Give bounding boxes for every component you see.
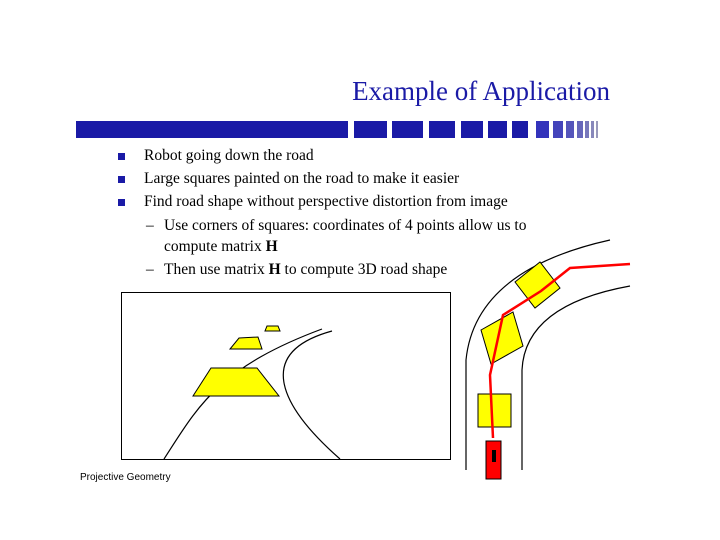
bar-block — [512, 121, 528, 138]
bar-block — [461, 121, 483, 138]
perspective-road-figure — [121, 292, 451, 460]
bullet-text: Find road shape without perspective distortion from image — [144, 193, 508, 210]
bullet-text: Robot going down the road — [144, 147, 314, 164]
bullet-marker — [118, 199, 125, 206]
bar-block — [585, 121, 589, 138]
bullet-item — [118, 146, 578, 169]
bar-block-long — [76, 121, 348, 138]
bar-block — [591, 121, 594, 138]
subbullet-dash: – — [146, 217, 154, 234]
matrix-h-label: H — [265, 238, 278, 255]
bar-block — [553, 121, 563, 138]
road-square-bottom — [478, 394, 511, 427]
bullet-item — [118, 192, 578, 215]
road-right-edge — [283, 331, 340, 459]
perspective-road-drawing — [122, 293, 450, 459]
slide-title: Example of Application — [352, 76, 610, 106]
title-decoration-bar — [76, 121, 606, 139]
bullet-marker — [118, 176, 125, 183]
subbullet-text-line2: compute matrix H — [164, 238, 278, 255]
bar-block — [566, 121, 574, 138]
bar-block — [354, 121, 387, 138]
road-inner-edge — [522, 286, 630, 470]
bar-block — [488, 121, 507, 138]
subbullet-dash: – — [146, 261, 154, 278]
road-square-mid — [230, 337, 262, 349]
subbullet-text: Then use matrix H to compute 3D road shape — [164, 261, 448, 278]
bar-block — [536, 121, 549, 138]
bullet-text: Large squares painted on the road to make it easier — [144, 170, 460, 187]
bullet-item — [118, 169, 578, 192]
bar-block — [577, 121, 583, 138]
footer-label: Projective Geometry — [80, 472, 171, 483]
road-square-top — [515, 262, 560, 308]
bar-block — [596, 121, 598, 138]
matrix-h-label: H — [268, 261, 281, 278]
bar-block — [429, 121, 455, 138]
bullet-marker — [118, 153, 125, 160]
bar-block — [392, 121, 423, 138]
top-view-road-figure — [455, 230, 635, 482]
subbullet-text-line1: Use corners of squares: coordinates of 4 points allow us to — [164, 217, 527, 234]
robot-marker — [492, 450, 496, 462]
road-square-far — [265, 326, 280, 331]
road-square-near — [193, 368, 279, 396]
